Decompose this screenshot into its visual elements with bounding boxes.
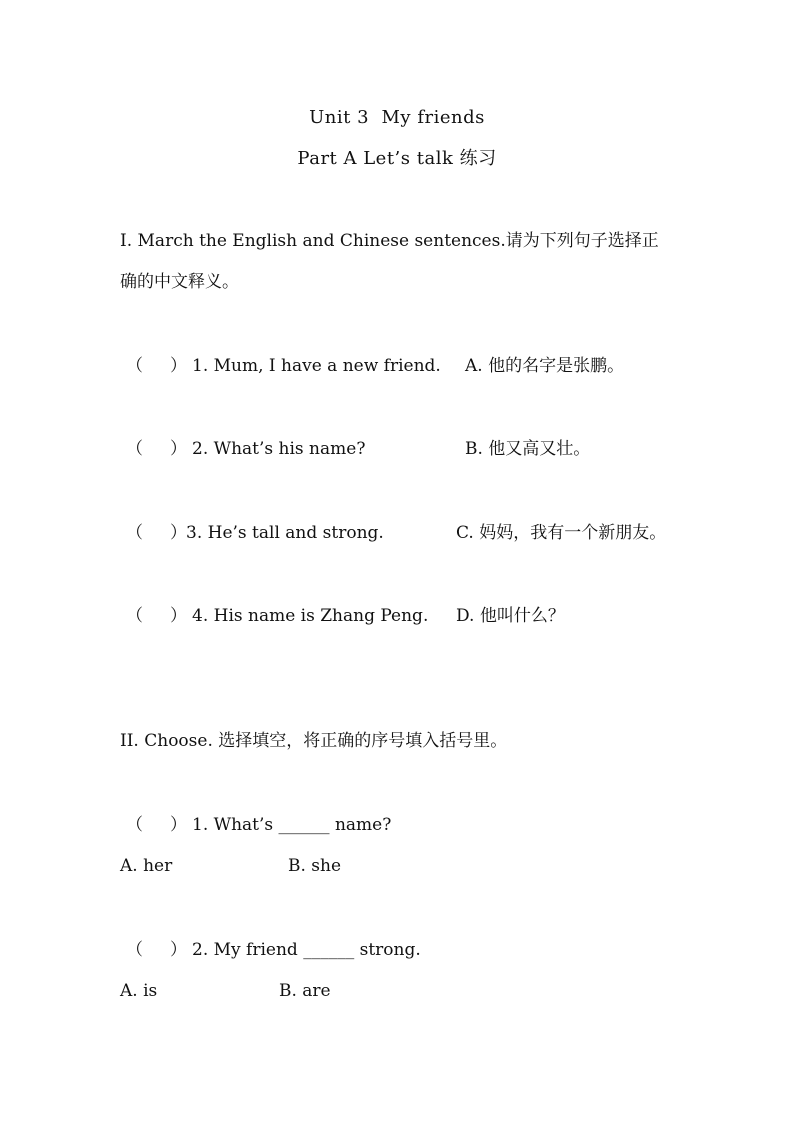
unit-title: Unit 3 My friends xyxy=(309,107,485,128)
section-2-heading: II. Choose. 选择填空，将正确的序号填入括号里。 xyxy=(120,731,508,751)
answer-bracket[interactable]: （ ） xyxy=(126,940,188,960)
section-1-heading-continuation: 确的中文释义。 xyxy=(120,272,239,292)
part-title: Part A Let’s talk 练习 xyxy=(297,148,497,169)
match-option-b: B. 他又高又壮。 xyxy=(465,439,591,459)
section-1-heading: I. March the English and Chinese sentences.请为下列句子选择正 xyxy=(120,231,659,251)
answer-bracket[interactable]: （ ） xyxy=(126,815,188,835)
question-text: 1. Mum, I have a new friend. xyxy=(192,356,441,376)
match-option-a: A. 他的名字是张鹏。 xyxy=(465,356,625,376)
match-option-d: D. 他叫什么？ xyxy=(456,606,565,626)
choice-b: B. are xyxy=(279,981,331,1001)
question-text: 3. He’s tall and strong. xyxy=(186,523,384,543)
choice-a: A. is xyxy=(120,981,158,1001)
question-text: 2. My friend ______ strong. xyxy=(192,940,421,960)
choice-a: A. her xyxy=(120,856,173,876)
choice-b: B. she xyxy=(288,856,342,876)
answer-bracket[interactable]: （ ） xyxy=(126,439,188,459)
question-text: 2. What’s his name? xyxy=(192,439,366,459)
match-option-c: C. 妈妈，我有一个新朋友。 xyxy=(456,523,667,543)
question-text: 4. His name is Zhang Peng. xyxy=(192,606,429,626)
answer-bracket[interactable]: （ ） xyxy=(126,606,188,626)
question-text: 1. What’s ______ name? xyxy=(192,815,392,835)
answer-bracket[interactable]: （ ） xyxy=(126,523,188,543)
answer-bracket[interactable]: （ ） xyxy=(126,356,188,376)
